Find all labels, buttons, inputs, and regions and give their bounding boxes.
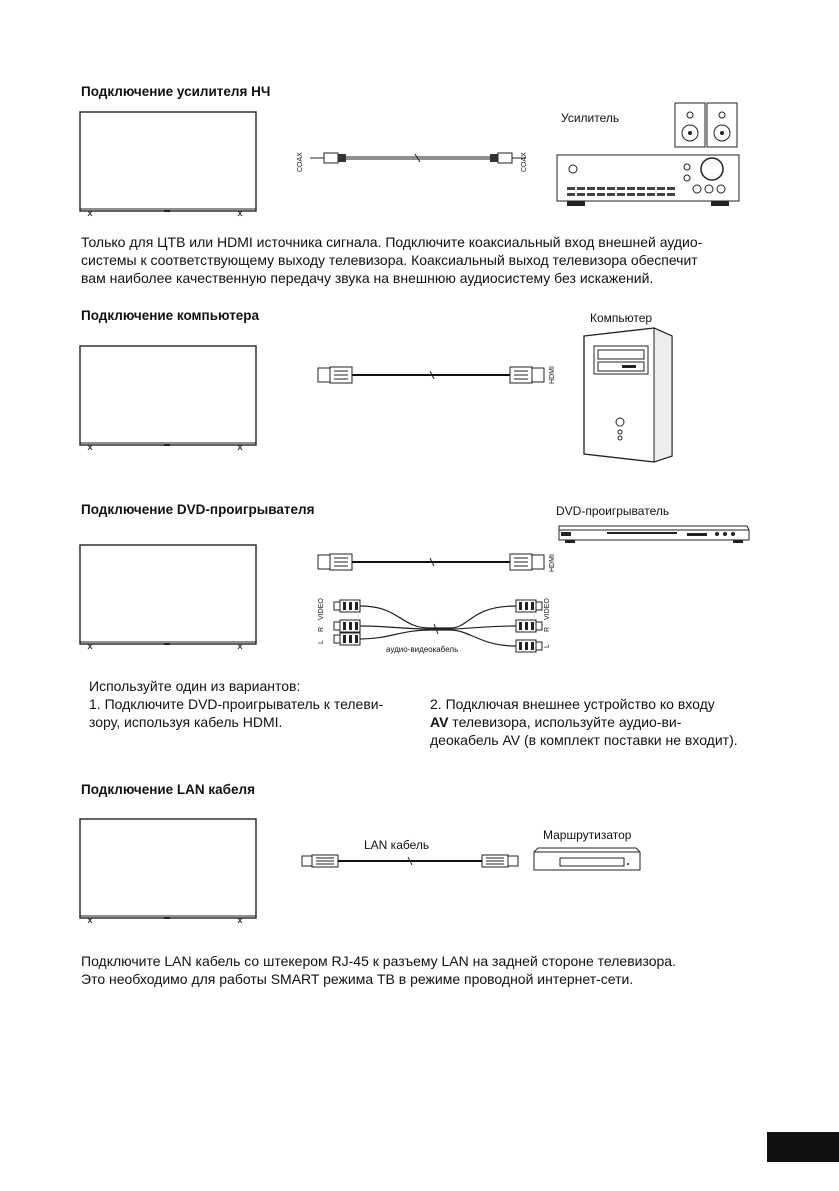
dvd-option2-line-1: 2. Подключая внешнее устройство ко входу [430, 696, 715, 712]
av-right-label-video: VIDEO [544, 598, 551, 620]
lan-heading: Подключение LAN кабеля [81, 782, 255, 797]
pc-heading: Подключение компьютера [81, 308, 260, 323]
dvd-player-label: DVD-проигрыватель [556, 504, 670, 518]
lan-cable-label: LAN кабель [364, 838, 430, 852]
dvd-option2-line-3: деокабель AV (в комплект поставки не входит). [430, 732, 738, 748]
dvd-option2-line-2 [430, 713, 681, 732]
tv-illustration-amp [78, 110, 258, 220]
amplifier-illustration [557, 103, 743, 213]
router-illustration [532, 846, 642, 874]
computer-illustration [584, 328, 674, 462]
hdmi-cable-pc [318, 365, 544, 385]
dvd-intro: Используйте один из вариантов: [89, 678, 301, 694]
av-left-label-video: VIDEO [318, 598, 325, 620]
dvd-option1-line-1: 1. Подключите DVD-проигрыватель к телеви- [89, 696, 384, 712]
amp-paragraph-line-2: системы к соответствующему выходу телевизора. Коаксиальный выход телевизора обеспечит [81, 252, 698, 268]
page-number-tab [767, 1132, 839, 1162]
dvd-hdmi-label: HDMI [549, 554, 556, 572]
av-left-label-l: L [318, 640, 325, 644]
pc-hdmi-label: HDMI [549, 366, 556, 384]
dvd-player-illustration [557, 522, 751, 546]
dvd-option2-av: AV [430, 714, 449, 730]
hdmi-cable-dvd [318, 552, 544, 572]
dvd-heading: Подключение DVD-проигрывателя [81, 502, 315, 517]
dvd-option2-line-2-rest: телевизора, используйте аудио-ви- [448, 714, 682, 730]
lan-paragraph-line-2: Это необходимо для работы SMART режима ТВ в режиме проводной интернет-сети. [81, 971, 634, 987]
tv-illustration-lan [78, 817, 258, 927]
coax-left-label: COAX [297, 152, 304, 172]
computer-label: Компьютер [590, 311, 653, 325]
amp-heading: Подключение усилителя НЧ [81, 84, 271, 99]
av-right-label-r: R [544, 626, 551, 632]
amplifier-label: Усилитель [561, 111, 620, 125]
amp-paragraph-line-1: Только для ЦТВ или HDMI источника сигнала. Подключите коаксиальный вход внешней аудио- [81, 234, 703, 250]
dvd-option1-line-2: зору, используя кабель HDMI. [89, 714, 283, 730]
amp-paragraph-line-3: вам наиболее качественную передачу звука на внешнюю аудиосистему без искажений. [81, 270, 654, 286]
av-right-label-l: L [544, 644, 551, 648]
coax-cable [310, 148, 526, 168]
av-cable-label: аудио-видеокабель [386, 645, 459, 654]
router-label: Маршрутизатор [543, 828, 632, 842]
lan-paragraph-line-1: Подключите LAN кабель со штекером RJ-45 к разъему LAN на задней стороне телевизора. [81, 953, 676, 969]
lan-cable [302, 853, 518, 869]
av-left-label-r: R [318, 626, 325, 632]
coax-right-label: COAX [521, 152, 528, 172]
tv-illustration-dvd [78, 543, 258, 653]
tv-illustration-pc [78, 344, 258, 454]
